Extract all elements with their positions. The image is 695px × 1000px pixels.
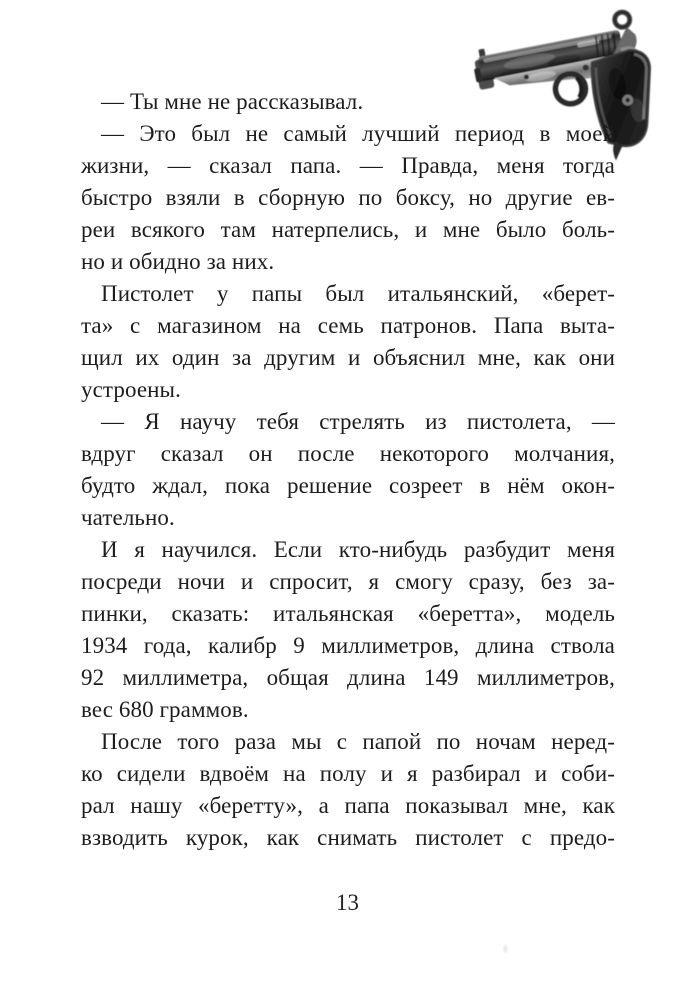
text-line: пинки, сказать: итальянская «беретта», модель [81,601,615,626]
scan-smudge [502,943,509,955]
text-line: рал нашу «беретту», а папа показывал мне, как [81,793,615,818]
pistol-hammer-ring [613,11,631,29]
text-line: После того раза мы с папой по ночам неред- [101,729,615,754]
text-line: та» с магазином на семь патронов. Папа выта- [81,313,615,338]
text-line: устроены. [81,377,181,402]
text-line: Пистолет у папы был итальянский, «берет- [101,281,615,306]
text-block [81,86,615,854]
text-line: ко сидели вдвоём на полу и я разбирал и соби- [81,761,615,786]
paragraph [81,118,615,278]
text-line: щил их один за другим и объяснил мне, как они [81,345,615,370]
paragraph [81,406,615,534]
paragraph [81,278,615,406]
paragraph [81,534,615,726]
text-line: быстро взяли в сборную по боксу, но другие ев- [81,185,615,210]
paragraph [81,726,615,854]
paragraph [81,86,615,118]
page-number: 13 [336,890,359,915]
text-line: — Это был не самый лучший период в моей [101,121,615,146]
text-line: посреди ночи и спросит, я смогу сразу, без за- [81,569,615,594]
text-line: 92 миллиметра, общая длина 149 миллиметров, [81,665,615,690]
text-line: — Ты мне не рассказывал. [101,89,364,114]
text-line: жизни, — сказал папа. — Правда, меня тогда [81,153,615,178]
text-line: будто ждал, пока решение созреет в нём окон- [81,473,615,498]
text-line: вес 680 граммов. [81,697,249,722]
text-line: 1934 года, калибр 9 миллиметров, длина ствола [81,633,615,658]
text-line: реи всякого там натерпелись, и мне было боль- [81,217,615,242]
text-line: И я научился. Если кто-нибудь разбудит меня [101,537,615,562]
text-line: вдруг сказал он после некоторого молчания, [81,441,615,466]
text-line: взводить курок, как снимать пистолет с предо- [81,825,615,850]
text-line: но и обидно за них. [81,249,275,274]
text-line: чательно. [81,505,175,530]
text-line: — Я научу тебя стрелять из пистолета, — [101,409,615,434]
